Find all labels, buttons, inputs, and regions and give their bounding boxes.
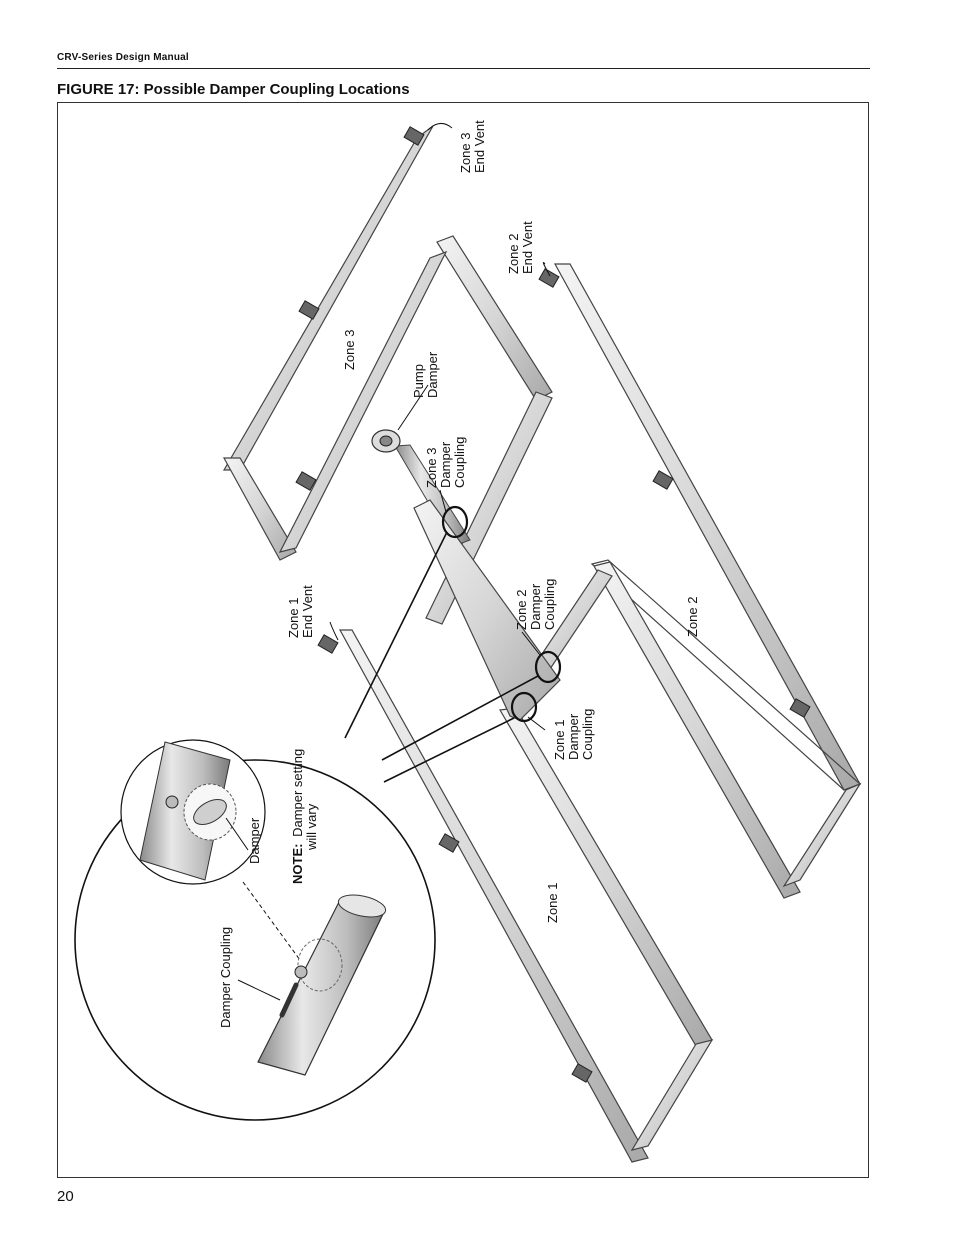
label-zone2-end-vent: Zone 2 End Vent xyxy=(506,221,535,274)
label-zone1-end-vent: Zone 1 End Vent xyxy=(286,585,315,638)
label-zone1: Zone 1 xyxy=(545,882,560,923)
zone2-loop xyxy=(534,264,860,898)
label-zone3-end-vent: Zone 3 End Vent xyxy=(458,120,487,173)
label-zone3: Zone 3 xyxy=(342,329,357,370)
label-zone2: Zone 2 xyxy=(685,596,700,637)
label-note-line2: will vary xyxy=(304,803,319,850)
label-zone2-damper-coupling: Zone 2 Damper Coupling xyxy=(514,578,557,630)
zone3-loop xyxy=(224,126,552,624)
running-header: CRV-Series Design Manual xyxy=(57,52,189,63)
label-damper-coupling: Damper Coupling xyxy=(218,926,233,1028)
label-note: NOTE: Damper setting xyxy=(290,748,305,884)
label-zone3-damper-coupling: Zone 3 Damper Coupling xyxy=(424,436,467,488)
detail-callout xyxy=(75,740,435,1120)
label-zone1-damper-coupling: Zone 1 Damper Coupling xyxy=(552,708,595,760)
figure-title: FIGURE 17: Possible Damper Coupling Locations xyxy=(57,81,410,98)
page-number: 20 xyxy=(57,1188,74,1205)
label-pump-damper: Pump Damper xyxy=(411,351,440,398)
label-damper: Damper xyxy=(247,817,262,864)
